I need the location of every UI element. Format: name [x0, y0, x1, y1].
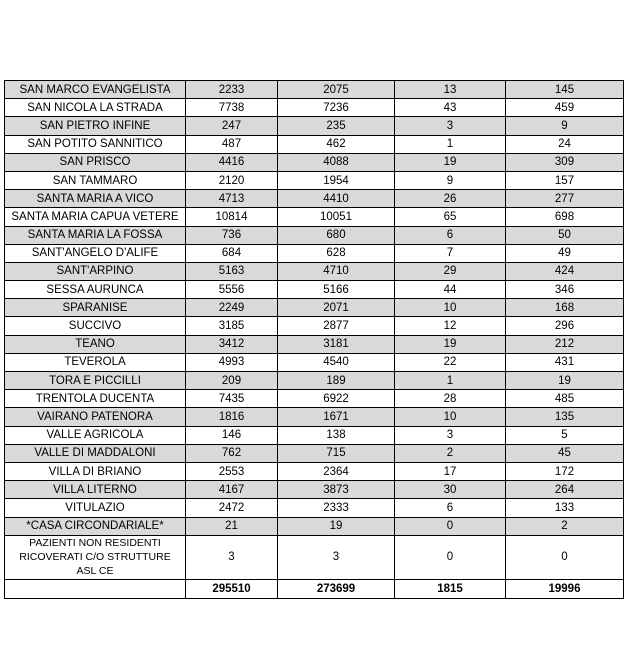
cell-col3: 30 — [395, 481, 506, 499]
cell-col3: 65 — [395, 208, 506, 226]
table-row — [5, 317, 624, 335]
cell-col4: 135 — [506, 408, 624, 426]
cell-col1: 4416 — [186, 153, 278, 171]
table-row — [5, 353, 624, 371]
cell-col4: 45 — [506, 444, 624, 462]
cell-col2: 2075 — [278, 81, 395, 99]
row-name: SANT'ANGELO D'ALIFE — [5, 244, 186, 262]
table-row — [5, 444, 624, 462]
cell-col4: 698 — [506, 208, 624, 226]
cell-col3: 43 — [395, 99, 506, 117]
cell-col1: 5556 — [186, 281, 278, 299]
row-name: VILLA DI BRIANO — [5, 462, 186, 480]
cell-col4: 212 — [506, 335, 624, 353]
total-col3: 1815 — [395, 579, 506, 598]
cell-col1: 3412 — [186, 335, 278, 353]
cell-col4: 431 — [506, 353, 624, 371]
table-body — [5, 81, 624, 599]
cell-col3: 29 — [395, 262, 506, 280]
totals-row — [5, 579, 624, 598]
cell-col2: 4710 — [278, 262, 395, 280]
cell-col2: 2333 — [278, 499, 395, 517]
cell-col2: 1671 — [278, 408, 395, 426]
cell-col4: 172 — [506, 462, 624, 480]
cell-col1: 3185 — [186, 317, 278, 335]
cell-col3: 1 — [395, 135, 506, 153]
cell-col3: 9 — [395, 171, 506, 189]
table-row — [5, 372, 624, 390]
cell-col3: 28 — [395, 390, 506, 408]
table-row — [5, 153, 624, 171]
cell-col3: 0 — [395, 535, 506, 579]
table-row — [5, 171, 624, 189]
cell-col2: 628 — [278, 244, 395, 262]
cell-col3: 0 — [395, 517, 506, 535]
cell-col3: 12 — [395, 317, 506, 335]
cell-col4: 485 — [506, 390, 624, 408]
table-row — [5, 135, 624, 153]
cell-col2: 19 — [278, 517, 395, 535]
table-row — [5, 244, 624, 262]
row-name: VITULAZIO — [5, 499, 186, 517]
cell-col1: 2120 — [186, 171, 278, 189]
cell-col2: 3 — [278, 535, 395, 579]
cell-col4: 168 — [506, 299, 624, 317]
cell-col4: 50 — [506, 226, 624, 244]
cell-col4: 424 — [506, 262, 624, 280]
row-name: *CASA CIRCONDARIALE* — [5, 517, 186, 535]
row-name: SANTA MARIA CAPUA VETERE — [5, 208, 186, 226]
table-row — [5, 190, 624, 208]
cell-col2: 138 — [278, 426, 395, 444]
table-row — [5, 517, 624, 535]
cell-col3: 44 — [395, 281, 506, 299]
cell-col4: 24 — [506, 135, 624, 153]
row-name: VAIRANO PATENORA — [5, 408, 186, 426]
row-name: SAN NICOLA LA STRADA — [5, 99, 186, 117]
cell-col4: 145 — [506, 81, 624, 99]
cell-col2: 3181 — [278, 335, 395, 353]
table-row — [5, 390, 624, 408]
row-name: SESSA AURUNCA — [5, 281, 186, 299]
cell-col3: 26 — [395, 190, 506, 208]
cell-col2: 462 — [278, 135, 395, 153]
cell-col3: 17 — [395, 462, 506, 480]
row-name: TEANO — [5, 335, 186, 353]
cell-col2: 5166 — [278, 281, 395, 299]
cell-col4: 2 — [506, 517, 624, 535]
cell-col1: 247 — [186, 117, 278, 135]
cell-col4: 133 — [506, 499, 624, 517]
row-name: SAN PRISCO — [5, 153, 186, 171]
cell-col2: 10051 — [278, 208, 395, 226]
cell-col1: 209 — [186, 372, 278, 390]
cell-col4: 459 — [506, 99, 624, 117]
row-name: TRENTOLA DUCENTA — [5, 390, 186, 408]
cell-col3: 13 — [395, 81, 506, 99]
cell-col3: 1 — [395, 372, 506, 390]
cell-col2: 680 — [278, 226, 395, 244]
table-row — [5, 117, 624, 135]
total-col2: 273699 — [278, 579, 395, 598]
cell-col4: 296 — [506, 317, 624, 335]
cell-col2: 4088 — [278, 153, 395, 171]
cell-col3: 7 — [395, 244, 506, 262]
table-row — [5, 262, 624, 280]
totals-label — [5, 579, 186, 598]
table-row — [5, 99, 624, 117]
cell-col1: 21 — [186, 517, 278, 535]
cell-col1: 2249 — [186, 299, 278, 317]
row-name: VALLE AGRICOLA — [5, 426, 186, 444]
table-row — [5, 226, 624, 244]
cell-col4: 264 — [506, 481, 624, 499]
table-row — [5, 81, 624, 99]
row-name: SAN MARCO EVANGELISTA — [5, 81, 186, 99]
cell-col2: 4540 — [278, 353, 395, 371]
cell-col1: 762 — [186, 444, 278, 462]
row-name: SANTA MARIA LA FOSSA — [5, 226, 186, 244]
cell-col1: 736 — [186, 226, 278, 244]
cell-col1: 2553 — [186, 462, 278, 480]
row-name: SAN PIETRO INFINE — [5, 117, 186, 135]
row-name: SAN POTITO SANNITICO — [5, 135, 186, 153]
table-row — [5, 335, 624, 353]
cell-col1: 146 — [186, 426, 278, 444]
row-name: SPARANISE — [5, 299, 186, 317]
row-name: TEVEROLA — [5, 353, 186, 371]
cell-col4: 277 — [506, 190, 624, 208]
cell-col1: 1816 — [186, 408, 278, 426]
cell-col1: 10814 — [186, 208, 278, 226]
cell-col1: 4713 — [186, 190, 278, 208]
cell-col2: 2071 — [278, 299, 395, 317]
table-row — [5, 208, 624, 226]
cell-col2: 2364 — [278, 462, 395, 480]
row-name: SANTA MARIA A VICO — [5, 190, 186, 208]
table-row — [5, 499, 624, 517]
cell-col1: 487 — [186, 135, 278, 153]
row-name: SANT'ARPINO — [5, 262, 186, 280]
row-name: VALLE DI MADDALONI — [5, 444, 186, 462]
table-row — [5, 426, 624, 444]
cell-col2: 2877 — [278, 317, 395, 335]
cell-col4: 9 — [506, 117, 624, 135]
cell-col4: 309 — [506, 153, 624, 171]
cell-col2: 6922 — [278, 390, 395, 408]
cell-col3: 6 — [395, 499, 506, 517]
total-col4: 19996 — [506, 579, 624, 598]
cell-col2: 235 — [278, 117, 395, 135]
cell-col1: 7738 — [186, 99, 278, 117]
cell-col3: 10 — [395, 408, 506, 426]
cell-col1: 7435 — [186, 390, 278, 408]
non-resident-row — [5, 535, 624, 579]
table-row — [5, 408, 624, 426]
row-name: SUCCIVO — [5, 317, 186, 335]
cell-col4: 157 — [506, 171, 624, 189]
cell-col2: 4410 — [278, 190, 395, 208]
cell-col1: 684 — [186, 244, 278, 262]
cell-col1: 5163 — [186, 262, 278, 280]
total-col1: 295510 — [186, 579, 278, 598]
table-row — [5, 281, 624, 299]
row-name: VILLA LITERNO — [5, 481, 186, 499]
cell-col1: 2233 — [186, 81, 278, 99]
cell-col4: 0 — [506, 535, 624, 579]
row-name: SAN TAMMARO — [5, 171, 186, 189]
cell-col3: 3 — [395, 117, 506, 135]
cell-col2: 715 — [278, 444, 395, 462]
table-row — [5, 481, 624, 499]
cell-col3: 3 — [395, 426, 506, 444]
cell-col3: 10 — [395, 299, 506, 317]
cell-col2: 1954 — [278, 171, 395, 189]
municipality-data-table — [4, 80, 624, 599]
cell-col3: 22 — [395, 353, 506, 371]
cell-col3: 19 — [395, 335, 506, 353]
cell-col3: 2 — [395, 444, 506, 462]
cell-col2: 189 — [278, 372, 395, 390]
cell-col2: 3873 — [278, 481, 395, 499]
cell-col4: 19 — [506, 372, 624, 390]
cell-col3: 6 — [395, 226, 506, 244]
cell-col3: 19 — [395, 153, 506, 171]
cell-col2: 7236 — [278, 99, 395, 117]
cell-col1: 3 — [186, 535, 278, 579]
row-name: PAZIENTI NON RESIDENTI RICOVERATI C/O STRUTTURE ASL CE — [5, 535, 186, 579]
row-name: TORA E PICCILLI — [5, 372, 186, 390]
cell-col4: 5 — [506, 426, 624, 444]
table-row — [5, 299, 624, 317]
cell-col1: 4167 — [186, 481, 278, 499]
cell-col1: 4993 — [186, 353, 278, 371]
cell-col1: 2472 — [186, 499, 278, 517]
table-row — [5, 462, 624, 480]
cell-col4: 346 — [506, 281, 624, 299]
cell-col4: 49 — [506, 244, 624, 262]
